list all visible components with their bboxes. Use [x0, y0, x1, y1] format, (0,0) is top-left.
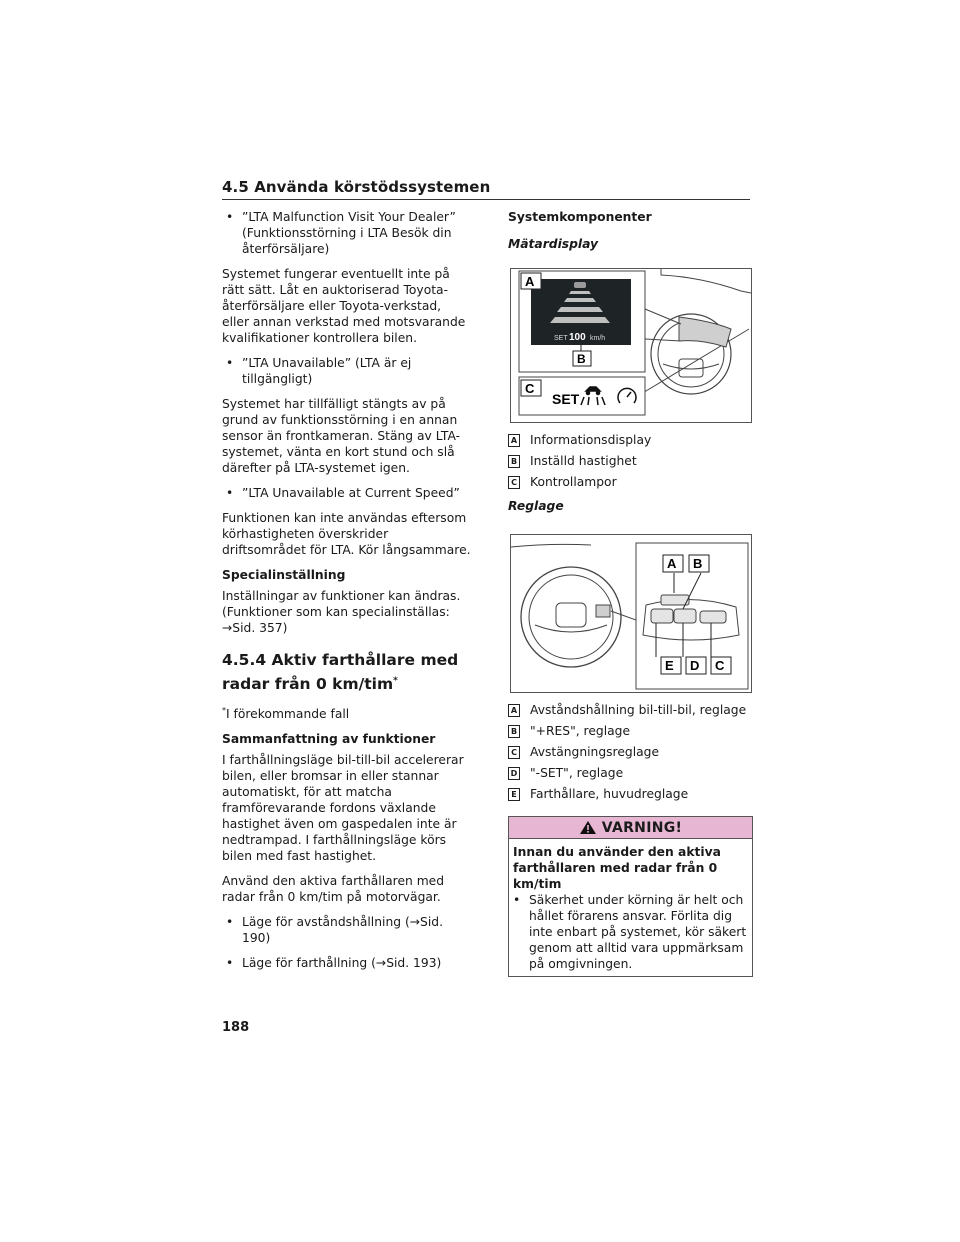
- warning-body: [509, 839, 752, 976]
- control-label-a: A: [667, 556, 677, 571]
- meter-display-figure: [510, 268, 752, 423]
- legend-text: "+RES", reglage: [530, 724, 631, 738]
- display-speed-value: 100: [569, 332, 586, 343]
- warning-heading: Innan du använder den aktiva farthållaren med radar från 0 km/tim: [513, 845, 721, 891]
- bullet-distance-mode: • Läge för avståndshållning (→Sid. 190): [226, 914, 472, 946]
- controls-illustration: [511, 535, 751, 692]
- components-title: Systemkomponenter: [508, 210, 652, 224]
- indicator-set-text: SET: [552, 391, 580, 407]
- legend-controls: [508, 702, 751, 802]
- legend-text: Avståndshållning bil-till-bil, reglage: [530, 703, 747, 717]
- usage-text: Använd den aktiva farthållaren med radar från 0 km/tim på motorvägar.: [222, 874, 445, 905]
- special-setting-text: Inställningar av funktioner kan ändras. (Funktioner som kan specialinställas: →Sid. 357): [222, 589, 461, 635]
- section-heading: 4.5 Använda körstödssystemen: [222, 178, 491, 196]
- legend-text: Informationsdisplay: [530, 433, 652, 447]
- warning-triangle-icon: [579, 820, 597, 835]
- note-mark: *: [222, 706, 226, 716]
- label-c: C: [525, 381, 535, 396]
- section-title-mark: *: [393, 676, 398, 686]
- legend-key: B: [508, 725, 520, 738]
- summary-title: Sammanfattning av funktioner: [222, 732, 436, 747]
- legend-text: Farthållare, huvudreglage: [530, 787, 689, 801]
- paragraph-lta-speed: Funktionen kan inte användas eftersom körhastigheten överskrider driftsområdet för LTA. Kör långsammare.: [222, 511, 471, 557]
- control-label-e: E: [665, 658, 674, 673]
- legend-item: [508, 744, 751, 760]
- control-label-b: B: [693, 556, 703, 571]
- controls-title: Reglage: [508, 499, 564, 513]
- legend-item: [508, 723, 751, 739]
- legend-item: [508, 786, 751, 802]
- availability-note: [222, 703, 472, 722]
- controls-figure: [510, 534, 752, 693]
- display-speed-unit: km/h: [590, 335, 606, 342]
- bullet-lta-malfunction: • ”LTA Malfunction Visit Your Dealer” (Funktionsstörning i LTA Besök din återförsäljare): [226, 209, 472, 257]
- warning-header: [509, 817, 752, 839]
- legend-item: [508, 474, 751, 490]
- summary-text: I farthållningsläge bil-till-bil accelererar bilen, eller bromsar in eller stannar automatiskt, för att matcha framförevarande fordons växlande hastighet även om gaspedalen inte är nedtrampad. I farthållningsläge körs bilen med fast hastighet.: [222, 753, 464, 864]
- left-column: [222, 209, 472, 980]
- section-title-text: 4.5.4 Aktiv farthållare med radar från 0 km/tim: [222, 651, 459, 694]
- label-b: B: [577, 352, 586, 366]
- warning-title: VARNING!: [601, 819, 683, 836]
- legend-item: [508, 432, 751, 448]
- legend-key: C: [508, 746, 520, 759]
- warning-box: [508, 816, 753, 977]
- special-setting-title: Specialinställning: [222, 568, 346, 582]
- display-set-text: SET: [554, 335, 568, 342]
- legend-text: Avstängningsreglage: [530, 745, 660, 759]
- bullet-lta-unavailable-speed: • ”LTA Unavailable at Current Speed”: [226, 485, 472, 501]
- legend-key: A: [508, 434, 520, 447]
- legend-key: C: [508, 476, 520, 489]
- meter-display-illustration: [511, 269, 751, 422]
- legend-key: D: [508, 767, 520, 780]
- warning-bullet: • Säkerhet under körning är helt och hållet förarens ansvar. Förlita dig inte enbart på systemet, kör säkert genom att alltid vara uppmärksam på omgivningen.: [513, 892, 748, 972]
- legend-key: B: [508, 455, 520, 468]
- legend-text: "-SET", reglage: [530, 766, 624, 780]
- control-label-d: D: [690, 658, 700, 673]
- meter-display-title: Mätardisplay: [508, 237, 599, 251]
- bullet-lta-unavailable: • ”LTA Unavailable” (LTA är ej tillgängligt): [226, 355, 472, 387]
- right-column: [508, 209, 751, 977]
- section-title: [222, 650, 472, 695]
- legend-text: Inställd hastighet: [530, 454, 637, 468]
- legend-item: [508, 453, 751, 469]
- label-a: A: [525, 274, 535, 289]
- paragraph-lta-unavailable: Systemet har tillfälligt stängts av på grund av funktionsstörning i en annan sensor än frontkameran. Stäng av LTA-systemet, vänta en kort stund och slå därefter på LTA-systemet igen.: [222, 397, 461, 475]
- page-number: 188: [222, 1020, 250, 1035]
- note-text: I förekommande fall: [226, 707, 350, 722]
- legend-text: Kontrollampor: [530, 475, 617, 489]
- legend-item: [508, 765, 751, 781]
- legend-meter: [508, 432, 751, 490]
- paragraph-lta-malfunction: Systemet fungerar eventuellt inte på rätt sätt. Låt en auktoriserad Toyota-återförsäljare eller Toyota-verkstad, eller annan verkstad med motsvarande kvalifikationer kontrollera bilen.: [222, 267, 466, 345]
- bullet-speed-mode: • Läge för farthållning (→Sid. 193): [226, 955, 472, 971]
- control-label-c: C: [715, 658, 725, 673]
- legend-item: [508, 702, 751, 718]
- page-header: [222, 178, 750, 200]
- legend-key: E: [508, 788, 520, 801]
- legend-key: A: [508, 704, 520, 717]
- header-rule: [222, 199, 750, 200]
